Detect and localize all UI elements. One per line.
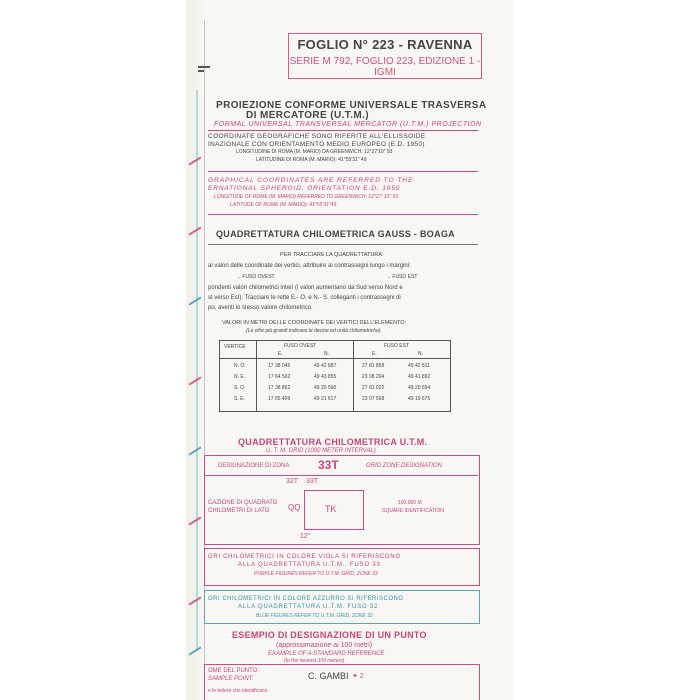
blue-note-en: BLUE FIGURES REFER TO U.T.M. GRID, ZONE 32 [256,613,373,619]
vertex-values-table [219,340,451,412]
col-header: VERTICE [224,344,246,350]
example-footer: e le lettere che identificano [208,688,268,694]
point-label-en: SAMPLE POINT: [208,676,254,682]
col-header: FUSO OVEST [284,343,317,349]
divider [208,214,478,215]
purple-note-en: PURPLE FIGURES REFER TO U.T.M. GRID, ZONE 33 [254,571,378,577]
example-subtitle: (approssimazione ai 100 metri) [276,642,373,649]
purple-note: ALLA QUADRETTATURA U.T.M., FUSO 33 [238,562,381,568]
point-value: C. GAMBI [308,671,349,681]
grid-label: 32T [286,478,299,485]
square-qq: QQ [288,503,301,512]
grid-label: 33T [306,478,319,485]
table-row: N. O. 17 38 046 49 42 887 27 81 858 49 42 811 [234,363,430,369]
square-en: SQUARE IDENTIFICATION [382,508,444,514]
cyan-margin-line [196,90,198,650]
gauss-instr-title: PER TRACCIARE LA QUADRETTATURA: [280,252,384,258]
example-title: ESEMPIO DI DESIGNAZIONE DI UN PUNTO [232,630,427,640]
gauss-instr: ai valori delle coordinate dei vertici, attribuire ai contrassegni lungo i margini: [208,263,411,269]
col-header: E. [278,351,283,357]
table-row: S. O. 17 38 862 49 20 590 27 81 022 49 20 594 [234,385,431,391]
gauss-instr: pondenti valori chilometrici interi (i valori aumentano da Sud verso Nord e [208,285,403,291]
gauss-instr: st verso Est). Tracciare le rette E.- O. e N.- S. colleganti i contrassegni di [208,295,401,301]
square-label: CAZIONE DI QUADRATO [208,500,278,506]
gauss-title: QUADRETTATURA CHILOMETRICA GAUSS - BOAGA [216,229,455,239]
map-legend-sheet [186,0,514,700]
example-en: EXAMPLE OF A STANDARD REFERENCE [268,651,385,657]
fuso-ovest-arrow: → FUSO OVEST [236,274,275,280]
fuso-est-arrow: → FUSO EST [386,274,418,280]
col-header: N. [418,351,423,357]
square-en: 100.000 M [398,500,422,506]
blue-note: ORI CHILOMETRICI IN COLORE AZZURRO SI RIFERISCONO [208,596,404,602]
col-header: FUSO EST [384,343,410,349]
utm-subtitle: U. T. M. GRID (1000 METER INTERVAL) [266,448,376,454]
projection-it-line: LATITUDINE DI ROMA (M. MARIO): 41°55'31" 49 [256,157,367,163]
sheet-title: FOGLIO N° 223 - RAVENNA [297,37,473,52]
projection-en-line: GRAPHICAL COORDINATES ARE REFERRED TO THE [208,177,414,184]
projection-it-line: LONGITUDINE DI ROMA (M. MARIO) DA GREENWICH: 12°27'10" 93 [236,149,393,155]
projection-en-line: ERNATIONAL SPHEROID, ORIENTATION E.D. 1950 [208,185,401,192]
projection-title: PROIEZIONE CONFORME UNIVERSALE TRASVERSA [216,100,487,111]
projection-title-2: DI MERCATORE (U.T.M.) [246,110,370,121]
purple-note: ORI CHILOMETRICI IN COLORE VIOLA SI RIFERISCONO [208,554,401,560]
zone-en: GRID ZONE DESIGNATION [366,463,442,469]
square-tk: TK [325,504,337,514]
margin-tick [198,70,204,72]
zone-label: DESIGNAZIONE DI ZONA [218,463,290,469]
gauss-values-title: VALORI IN METRI DELLE COORDINATE DEI VERTICI DELL'ELEMENTO: [222,320,407,326]
table-row: S. E. 17 65 409 49 21 617 23 07 568 49 19 675 [234,396,431,402]
projection-en-line: LONGITUDE OF ROME (M. MARIO) REFERRED TO GREENWICH: 12°27' 10" 93 [214,194,399,200]
meridian-label: 12° [300,533,311,540]
gauss-instr: po, aventi lo stesso valore chilometrico. [208,305,313,311]
gauss-values-sub: (Le cifre più grandi indicano le decine ed unità chilometriche) [246,328,381,334]
divider [208,244,478,245]
example-en: (to the nearest 100 meters) [284,658,345,664]
projection-title-en: FORMAL UNIVERSAL TRANSVERSAL MERCATOR (U.T.M.) PROJECTION [214,121,482,128]
projection-it-line: INAZIONALE CON ORIENTAMENTO MEDIO EUROPEO (E.D. 1950) [208,141,425,148]
zone-value: 33T [318,458,339,472]
blue-note: ALLA QUADRETTATURA U.T.M. FUSO 32 [238,604,379,610]
sheet-subtitle: SERIE M 792, FOGLIO 223, EDIZIONE 1 - IGMI [289,56,481,78]
square-id-box [304,490,364,530]
utm-title: QUADRETTATURA CHILOMETRICA U.T.M. [238,437,428,447]
col-header: N. [324,351,329,357]
sheet-title-box [288,33,482,79]
margin-tick [198,66,210,68]
point-label: OME DEL PUNTO: [208,668,260,674]
col-header: E. [372,351,377,357]
projection-it-line: COORDINATE GEOGRAFICHE SONO RIFERITE ALL'ELLISSOIDE [208,133,426,140]
divider [208,171,478,172]
table-row: N. E. 17 64 502 49 43 855 23 08 294 49 41 892 [234,374,431,380]
point-mark-icon: ✦ 2 [352,673,364,680]
projection-en-line: LATITUDE OF ROME (M. MARIO): 41°55'31"49 [230,202,337,208]
divider [204,475,478,476]
square-label: CHILOMETRI DI LATO [208,508,270,514]
divider [208,130,478,131]
